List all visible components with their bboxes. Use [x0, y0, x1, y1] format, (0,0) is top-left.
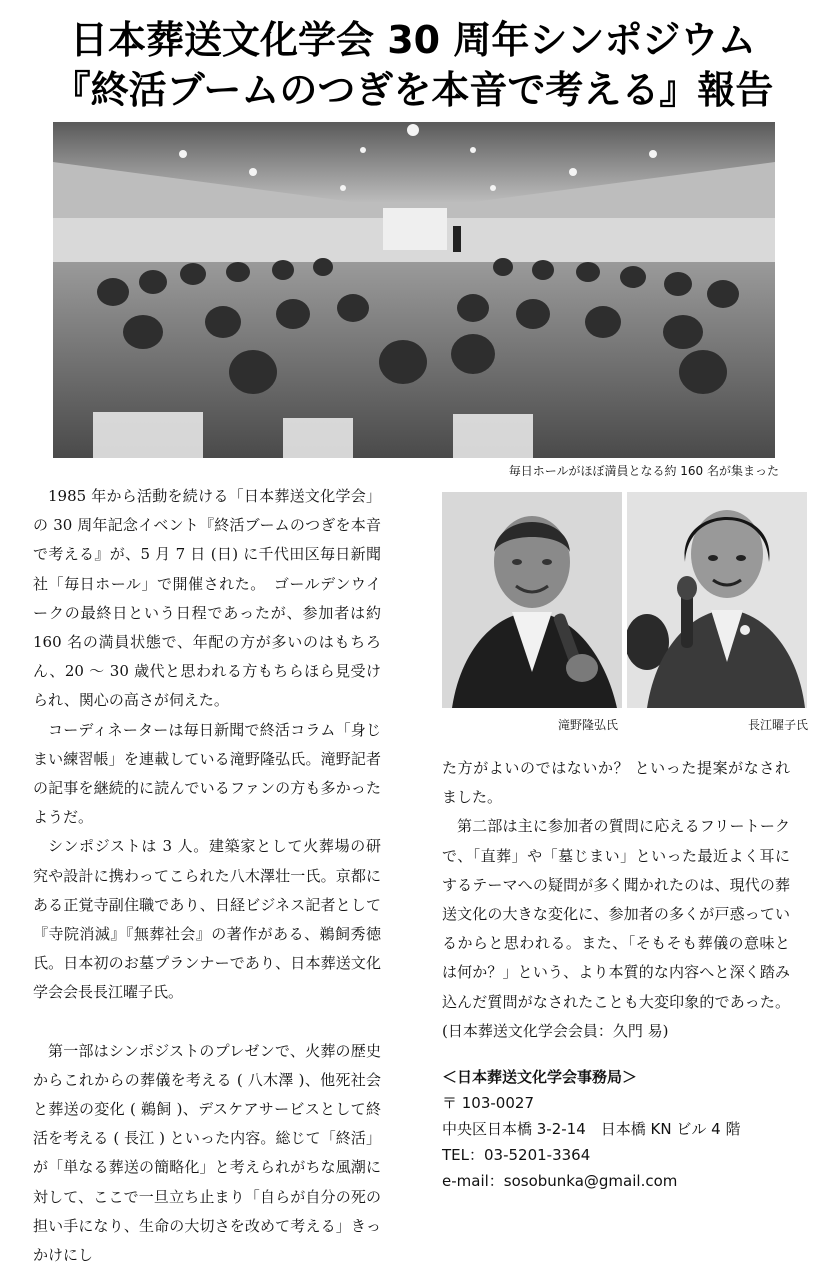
contact-address: 中央区日本橋 3-2-14 日本橋 KN ビル 4 階 — [442, 1120, 741, 1138]
takino-caption: 滝野隆弘氏 — [558, 718, 619, 732]
article-paragraph: シンポジストは 3 人。建築家として火葬場の研究や設計に携わってこられた八木澤壮一氏。京都にある正覚寺副住職であり、日経ビジネス記者として『寺院消滅』『無葬社会』の著作がある、鵜飼秀徳氏。日本初のお墓プランナーであり、日本葬送文化学会会長長江曜子氏。 — [33, 837, 381, 1002]
nagae-portrait-photo — [627, 492, 807, 708]
article-title-line-1: 日本葬送文化学会 30 周年シンポジウム — [69, 18, 756, 62]
symposium-hall-photo — [53, 122, 775, 458]
paragraph-gap — [33, 1008, 381, 1037]
nagae-caption: 長江曜子氏 — [748, 718, 809, 732]
takino-portrait-illustration — [442, 492, 622, 708]
contact-email[interactable]: e-mail：sosobunka@gmail.com — [442, 1172, 678, 1190]
article-left-column — [33, 482, 381, 1270]
contact-phone: TEL：03-5201-3364 — [442, 1146, 591, 1164]
nagae-portrait-illustration — [627, 492, 807, 708]
hall-photo-illustration — [53, 122, 775, 458]
hall-photo-caption: 毎日ホールがほぼ満員となる約 160 名が集まった — [508, 464, 779, 478]
contact-postal-code: 〒 103-0027 — [442, 1094, 534, 1112]
article-paragraph: 第一部はシンポジストのプレゼンで、火葬の歴史からこれからの葬儀を考える ( 八木澤 )、他死社会と葬送の変化 ( 鵜飼 )、デスケアサービスとして終活を考える ( 長江 ) といった内容。総じて「終活」が「単なる葬送の簡略化」と考えられがちな風潮に対して、ここで一旦立ち止まり「自らが自分の死の担い手になり、生命の大切さを改めて考える」きっかけにし — [33, 1041, 381, 1265]
takino-portrait-photo — [442, 492, 622, 708]
article-paragraph: コーディネーターは毎日新聞で終活コラム「身じまい練習帳」を連載している滝野隆弘氏。滝野記者の記事を継続的に読んでいるファンの方も多かったようだ。 — [33, 720, 381, 827]
contact-block — [442, 1064, 802, 1194]
article-title-line-2: 『終活ブームのつぎを本音で考える』報告 — [52, 68, 774, 112]
article-paragraph: 第二部は主に参加者の質問に応えるフリートークで、「直葬」や「墓じまい」といった最近よく耳にするテーマへの疑問が多く聞かれたのは、現代の葬送文化の大きな変化に、参加者の多くが戸惑っているからと思われる。また、「そもそも葬儀の意味とは何か？」という、より本質的な内容へと深く踏み込んだ質問がなされたことも大変印象的であった。(日本葬送文化学会会員：久門 易) — [442, 817, 790, 1040]
article-right-column — [442, 754, 790, 1046]
article-paragraph: 1985 年から活動を続ける「日本葬送文化学会」の 30 周年記念イベント『終活ブームのつぎを本音で考える』が、5 月 7 日 (日) に千代田区毎日新聞社「毎日ホール」で開催された。 ゴールデンウイークの最終日という日程であったが、参加者は約 160 名の満員状態で、年配の方が多いのはもちろん、20 〜 30 歳代と思われる方もちらほら見受けられ、関心の高さが伺えた。 — [33, 487, 381, 710]
contact-heading: ＜日本葬送文化学会事務局＞ — [442, 1068, 638, 1086]
article-paragraph: た方がよいのではないか？ といった提案がなされました。 — [442, 759, 790, 807]
